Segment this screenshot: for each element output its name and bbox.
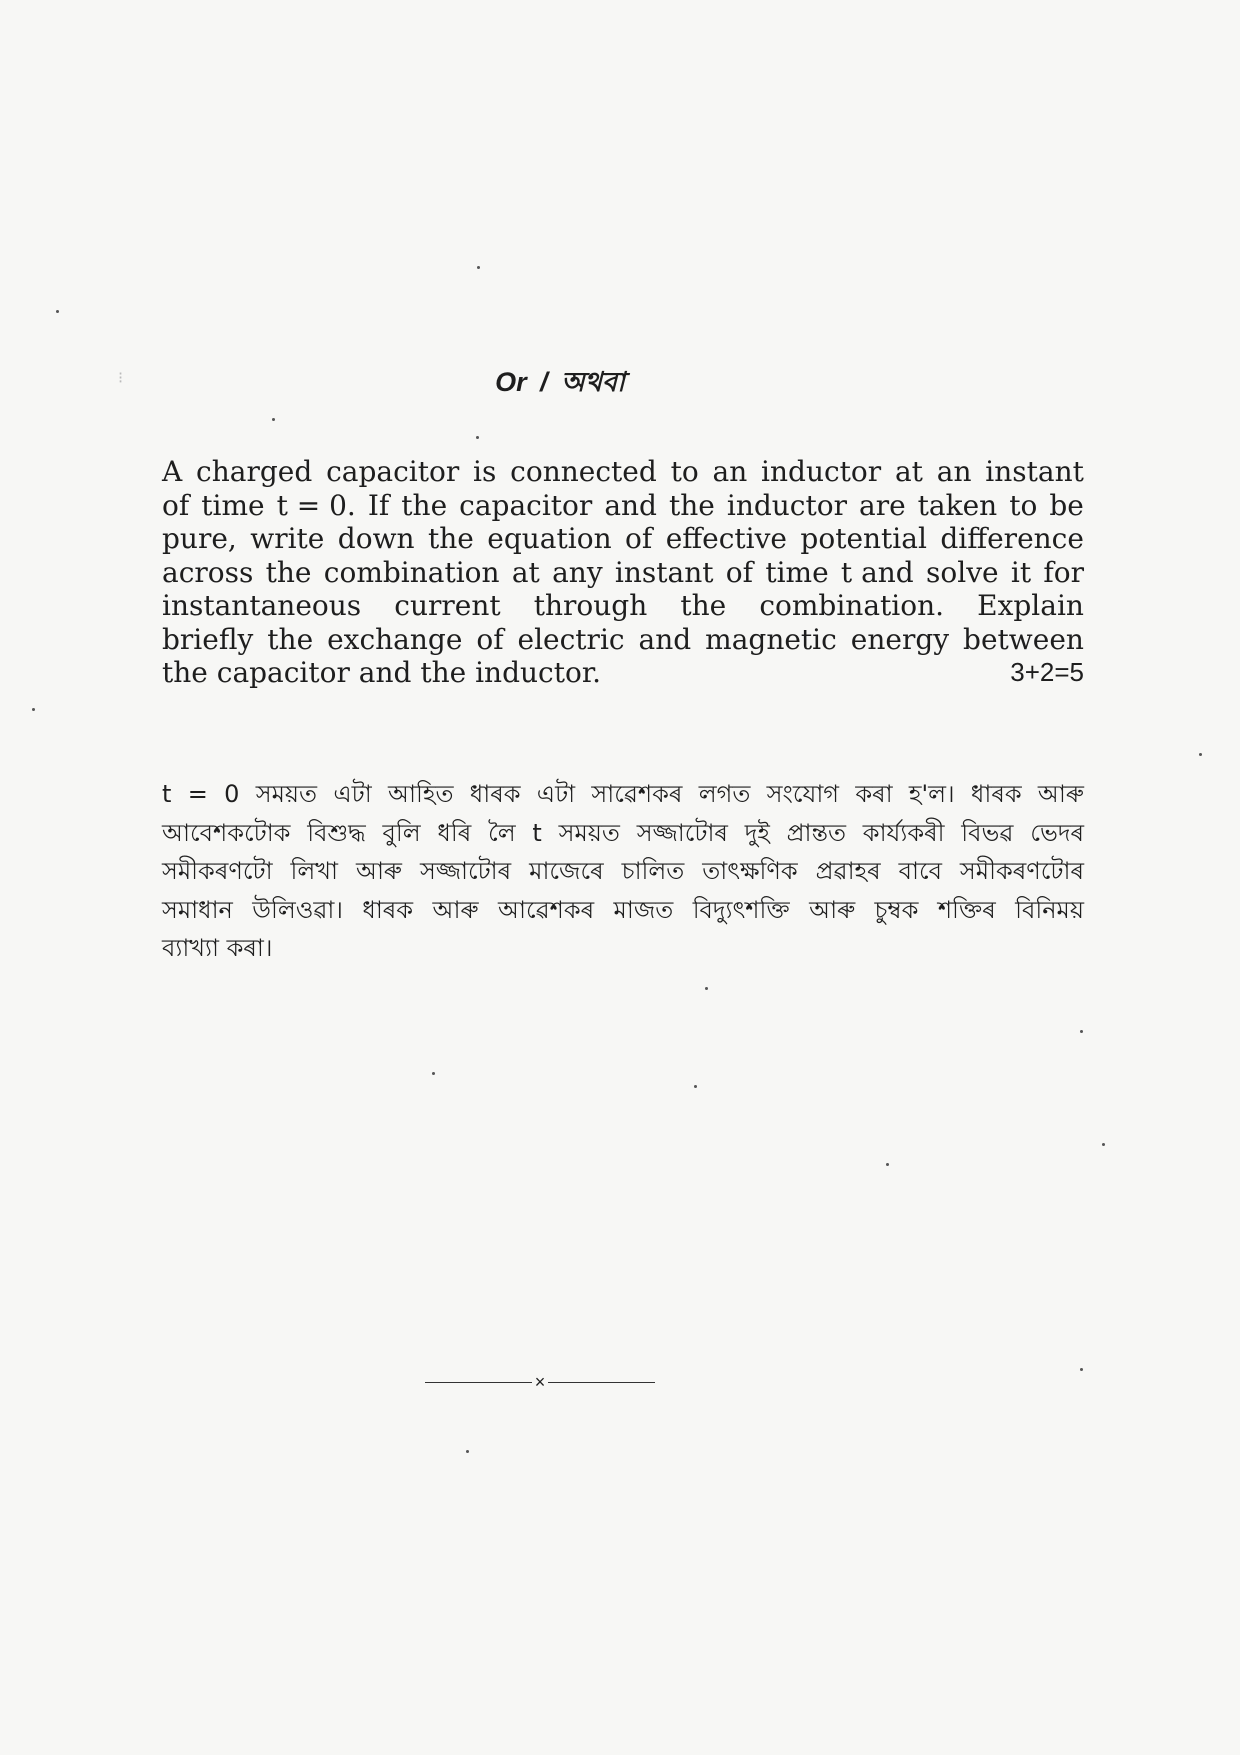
scan-speck [272, 418, 275, 421]
question-word: between [963, 622, 1084, 656]
end-of-paper-mark [425, 1372, 655, 1393]
question-word: electric [517, 622, 625, 656]
end-rule-left [425, 1382, 532, 1383]
question-word: effective [665, 522, 787, 555]
question-word: connected [510, 455, 657, 488]
question-word: the [428, 522, 474, 555]
question-word: the [668, 488, 715, 522]
question-word: of [162, 488, 190, 522]
scan-speck [1102, 1143, 1105, 1146]
scan-speck [432, 1072, 435, 1075]
margin-smudge: ⁝ [118, 370, 124, 387]
question-word: A [162, 455, 183, 488]
question-word: t and [840, 555, 914, 589]
question-word: it [1010, 555, 1032, 589]
question-line [162, 489, 1084, 523]
question-word: inductor [761, 455, 882, 488]
scan-speck [1080, 1368, 1083, 1371]
question-last-text: the capacitor and the inductor. [162, 656, 602, 689]
question-word: to [1009, 488, 1038, 522]
question-word: of [725, 555, 754, 589]
question-line [162, 589, 1084, 623]
question-word: at [511, 555, 540, 589]
question-word: combination. [759, 589, 945, 622]
question-line [162, 455, 1084, 489]
assamese-line: আবেশকটোক বিশুদ্ধ বুলি ধৰি লৈ t সময়ত সজ্জাটোৰ দুই প্ৰান্তত কাৰ্য্যকৰী বিভৱ ভেদৰ [162, 818, 1084, 847]
scan-speck [466, 1450, 469, 1453]
question-word: the [401, 488, 448, 522]
question-word: exchange [327, 622, 463, 656]
question-word: difference [940, 522, 1084, 555]
scan-speck [886, 1163, 889, 1166]
question-word: the [267, 622, 314, 656]
question-word: for [1043, 555, 1084, 589]
question-word: combination [323, 555, 500, 589]
question-line [162, 623, 1084, 657]
question-word: magnetic [705, 622, 837, 656]
question-word: instant [614, 555, 714, 589]
question-word: through [533, 589, 648, 622]
question-word: inductor [726, 488, 847, 522]
question-word: time [765, 555, 829, 589]
or-label-english: Or [495, 367, 527, 397]
scan-speck [1199, 753, 1202, 756]
question-word: of [625, 522, 653, 555]
question-word: solve [926, 555, 999, 589]
question-word: instantaneous [162, 589, 362, 622]
question-word: charged [196, 455, 313, 488]
question-word: equation [487, 522, 612, 555]
or-heading [0, 362, 1120, 407]
marks-allocation: 3+2=5 [1010, 657, 1084, 687]
scan-speck [56, 310, 59, 313]
question-word: any [552, 555, 603, 589]
question-word: are [859, 488, 906, 522]
question-word: t = 0. [276, 488, 356, 522]
scan-speck [1080, 1030, 1083, 1033]
question-lines [162, 455, 1084, 656]
scan-speck [705, 987, 708, 990]
question-word: taken [917, 488, 998, 522]
scan-speck [477, 266, 480, 269]
question-last-line [162, 656, 1084, 690]
assamese-line: t = 0 সময়ত এটা আহিত ধাৰক এটা সাৱেশকৰ লগত সংযোগ কৰা হ'ল। ধাৰক আৰু [162, 780, 1084, 808]
question-word: current [394, 589, 501, 622]
question-word: Explain [977, 589, 1084, 622]
question-word: is [473, 455, 497, 488]
question-word: time [201, 488, 265, 522]
question-word: instant [985, 455, 1084, 488]
question-word: write [250, 522, 325, 555]
question-line [162, 522, 1084, 556]
end-cross-mark: × [534, 1372, 546, 1392]
question-word: potential [800, 522, 927, 555]
question-word: to [670, 455, 699, 488]
question-assamese [162, 775, 1084, 968]
or-label-assamese: অথবা [561, 367, 625, 397]
question-word: of [476, 622, 504, 656]
scan-speck [32, 708, 35, 711]
question-word: down [337, 522, 415, 555]
scan-speck [476, 436, 479, 439]
question-word: the [680, 589, 727, 622]
question-word: and [604, 488, 657, 522]
question-word: capacitor [459, 488, 593, 522]
question-line [162, 556, 1084, 590]
question-word: and [638, 622, 692, 656]
question-word: energy [850, 622, 950, 656]
question-word: across [162, 555, 254, 589]
question-word: capacitor [326, 455, 460, 488]
question-word: an [936, 455, 972, 488]
question-word: the [265, 555, 312, 589]
assamese-line: সমীকৰণটো লিখা আৰু সজ্জাটোৰ মাজেৰে চালিত তাৎক্ষণিক প্ৰৱাহৰ বাবে সমীকৰণটোৰ [162, 857, 1084, 885]
assamese-line: ব্যাখ্যা কৰা। [162, 934, 273, 962]
question-word: be [1049, 488, 1084, 522]
scan-speck [694, 1085, 697, 1088]
or-separator: / [540, 367, 548, 397]
question-english [162, 455, 1084, 690]
question-word: at [894, 455, 923, 488]
question-word: an [712, 455, 748, 488]
assamese-line: সমাধান উলিওৱা। ধাৰক আৰু আৱেশকৰ মাজত বিদ্যুৎশক্তি আৰু চুম্বক শক্তিৰ বিনিময় [162, 895, 1084, 924]
question-word: briefly [162, 622, 254, 656]
question-word: pure, [162, 522, 237, 555]
question-word: If [367, 488, 390, 522]
end-rule-right [548, 1382, 655, 1383]
